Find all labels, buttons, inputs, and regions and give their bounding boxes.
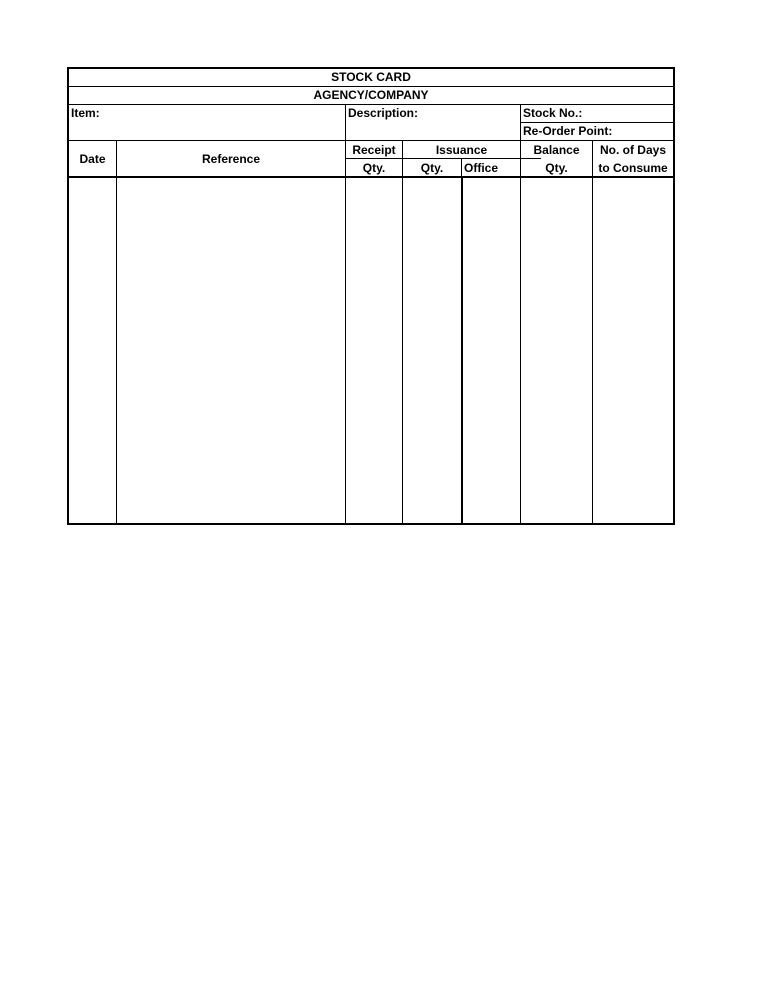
reference-column-divider bbox=[345, 140, 346, 523]
description-label: Description: bbox=[348, 106, 419, 120]
receipt-header: Receipt bbox=[352, 143, 396, 157]
date-column-divider bbox=[116, 140, 117, 523]
receipt-column-divider bbox=[402, 140, 403, 523]
reference-header: Reference bbox=[201, 152, 261, 166]
item-description-divider bbox=[345, 104, 346, 141]
date-header: Date bbox=[79, 152, 106, 166]
item-label: Item: bbox=[71, 106, 100, 120]
stock-card-form bbox=[67, 67, 675, 525]
reorder-point-label: Re-Order Point: bbox=[523, 124, 613, 138]
balance-column-divider bbox=[592, 140, 593, 523]
agency-company-label: AGENCY/COMPANY bbox=[313, 88, 429, 102]
issuance-qty-header: Qty. bbox=[420, 161, 444, 175]
issuance-header: Issuance bbox=[435, 143, 488, 157]
issuance-column-divider bbox=[520, 140, 521, 523]
issuance-qty-divider-lower bbox=[461, 176, 463, 523]
balance-header: Balance bbox=[533, 143, 580, 157]
stock-no-label: Stock No.: bbox=[523, 106, 583, 120]
receipt-qty-header: Qty. bbox=[362, 161, 386, 175]
days-to-consume-header-line1: No. of Days bbox=[599, 143, 666, 157]
days-to-consume-header-line2: to Consume bbox=[598, 161, 668, 175]
issuance-office-header: Office bbox=[464, 161, 499, 175]
form-title: STOCK CARD bbox=[331, 70, 411, 84]
description-stockno-divider bbox=[520, 104, 521, 141]
balance-qty-header: Qty. bbox=[545, 161, 568, 175]
